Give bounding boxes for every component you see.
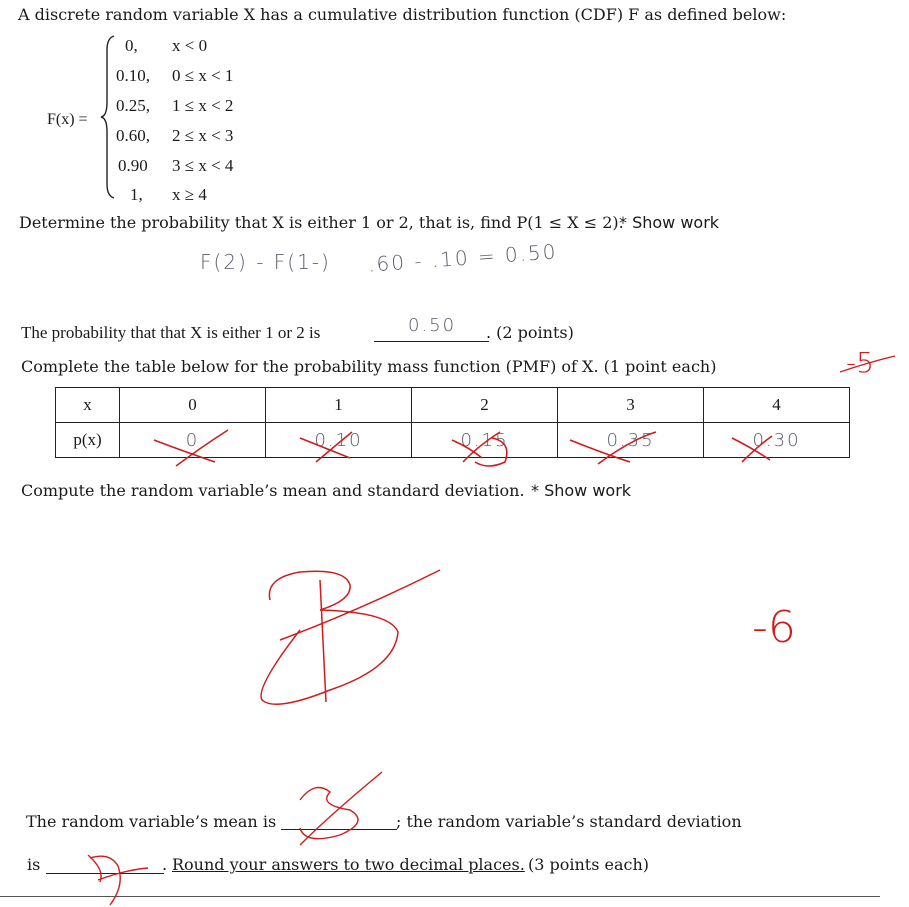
handwritten-answer[interactable]: 0.50 — [408, 315, 457, 336]
answer-blank-line — [374, 341, 489, 342]
grader-mark-minus6: -6 — [752, 602, 796, 653]
question1-show-work: * Show work — [619, 213, 720, 232]
round-instruction: Round your answers to two decimal places. — [172, 855, 525, 874]
sd-text: ; the random variable’s standard deviation — [396, 812, 742, 831]
large-b-mark — [261, 570, 440, 704]
px-answer-cell[interactable] — [120, 423, 266, 458]
handwritten-px: 0 — [185, 429, 200, 451]
cdf-case-condition: x < 0 — [172, 36, 208, 55]
cdf-case-value: 0.60, — [116, 126, 150, 145]
period: . — [162, 855, 168, 874]
question1-prompt: Determine the probability that X is either 1 or 2, that is, find P(1 ≤ X ≤ 2). — [19, 213, 624, 232]
cdf-case-value: 0.90 — [118, 156, 148, 175]
px-answer-cell[interactable] — [412, 423, 558, 458]
mean-prefix: The random variable’s mean is — [26, 812, 277, 831]
grader-mark-minus5: -5 — [846, 346, 874, 379]
table-row — [56, 423, 850, 458]
x-value-cell: 3 — [558, 388, 704, 423]
page-bottom-rule — [0, 896, 880, 897]
cdf-case-condition: x ≥ 4 — [172, 185, 207, 204]
left-brace — [98, 32, 118, 202]
handwritten-work-line2: .60 - .10 = 0.50 — [367, 239, 559, 277]
pmf-table — [55, 387, 850, 458]
cdf-case-value: 0, — [125, 36, 138, 55]
cdf-case-value: 0.25, — [116, 96, 150, 115]
x-value-cell: 1 — [266, 388, 412, 423]
handwritten-work-line1: F(2) - F(1-) — [200, 250, 331, 274]
px-answer-cell[interactable] — [266, 423, 412, 458]
cdf-case-value: 0.10, — [116, 66, 150, 85]
cdf-case-condition: 0 ≤ x < 1 — [172, 66, 234, 85]
x-value-cell: 4 — [704, 388, 850, 423]
cdf-label: F(x) = — [47, 111, 88, 128]
px-answer-cell[interactable] — [704, 423, 850, 458]
handwritten-px: 0.30 — [752, 429, 801, 451]
px-header-cell: p(x) — [56, 423, 120, 458]
x-header-cell: x — [56, 388, 120, 423]
sd-blank-line[interactable] — [46, 873, 164, 874]
question2-prompt: Complete the table below for the probability mass function (PMF) of X. (1 point each) — [21, 357, 717, 376]
cdf-case-value: 1, — [130, 185, 143, 204]
px-answer-cell[interactable] — [558, 423, 704, 458]
cdf-case-condition: 1 ≤ x < 2 — [172, 96, 234, 115]
handwritten-px: 0.35 — [606, 429, 655, 451]
cdf-case-condition: 2 ≤ x < 3 — [172, 126, 234, 145]
intro-text: A discrete random variable X has a cumulative distribution function (CDF) F as defined below: — [18, 5, 787, 24]
sd-cross-mark — [88, 855, 148, 905]
is-label: is — [27, 855, 41, 874]
question1-answer-prefix: The probability that that X is either 1 or 2 is — [21, 323, 321, 342]
question3-prompt: Compute the random variable’s mean and standard deviation. — [21, 481, 525, 500]
mean-blank-line[interactable] — [281, 829, 397, 830]
handwritten-px: 0.15 — [460, 429, 509, 451]
small-b-mark — [300, 772, 382, 845]
points-label: (3 points each) — [528, 855, 650, 874]
x-value-cell: 2 — [412, 388, 558, 423]
cdf-case-condition: 3 ≤ x < 4 — [172, 156, 234, 175]
table-row — [56, 388, 850, 423]
handwritten-px: 0.10 — [314, 429, 363, 451]
question1-answer-suffix: . (2 points) — [486, 323, 574, 342]
question3-show-work: * Show work — [531, 481, 632, 500]
x-value-cell: 0 — [120, 388, 266, 423]
